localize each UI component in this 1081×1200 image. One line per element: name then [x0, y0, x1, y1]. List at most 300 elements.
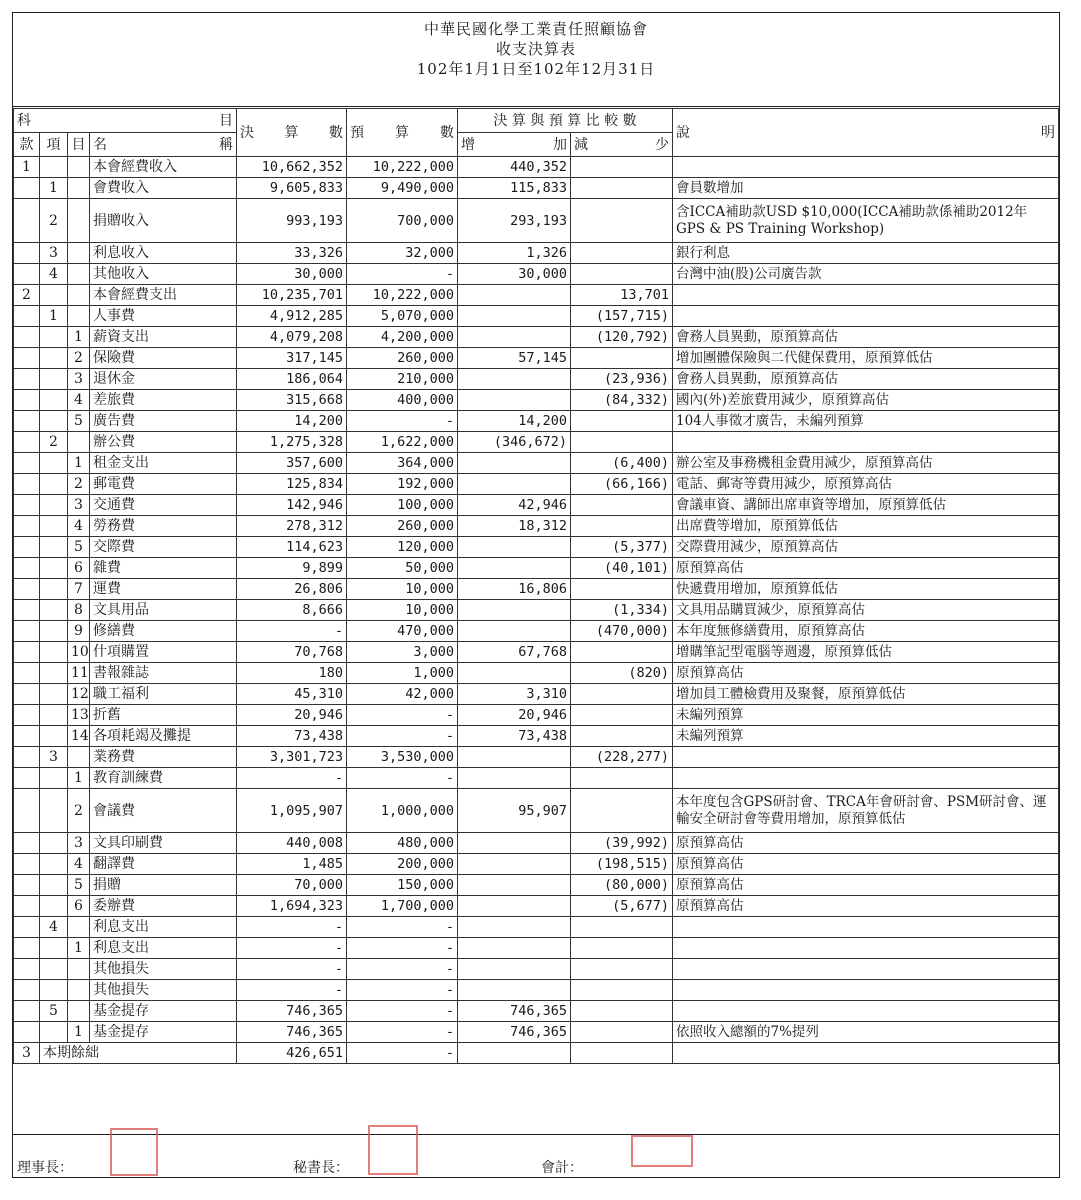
table-row — [14, 178, 1059, 199]
row-kuan — [14, 1001, 40, 1022]
row-xiang: 2 — [40, 432, 68, 453]
row-budget: 700,000 — [347, 199, 458, 243]
table-row — [14, 747, 1059, 768]
row-kuan — [14, 1022, 40, 1043]
row-increase — [458, 938, 571, 959]
row-note — [673, 917, 1059, 938]
row-decrease — [571, 684, 673, 705]
row-mu: 14 — [68, 726, 90, 747]
row-note — [673, 980, 1059, 1001]
row-note — [673, 432, 1059, 453]
row-decrease — [571, 938, 673, 959]
secretary-label: 秘書長： — [293, 1160, 349, 1176]
row-note — [673, 306, 1059, 327]
row-budget: 5,070,000 — [347, 306, 458, 327]
row-increase — [458, 327, 571, 348]
row-budget: - — [347, 705, 458, 726]
row-kuan — [14, 432, 40, 453]
row-actual: 70,768 — [237, 642, 347, 663]
row-increase — [458, 621, 571, 642]
row-increase: 18,312 — [458, 516, 571, 537]
row-actual: 1,275,328 — [237, 432, 347, 453]
chair-seal — [110, 1128, 158, 1176]
row-note: 會議車資、講師出席車資等增加，原預算低估 — [673, 495, 1059, 516]
secretary-seal — [368, 1125, 418, 1175]
row-name: 雜費 — [90, 558, 237, 579]
row-note: 原預算高估 — [673, 833, 1059, 854]
row-actual: 125,834 — [237, 474, 347, 495]
row-note: 本年度無修繕費用，原預算高估 — [673, 621, 1059, 642]
row-decrease — [571, 917, 673, 938]
org-name: 中華民國化學工業責任照顧協會 — [423, 20, 648, 38]
row-name: 教育訓練費 — [90, 768, 237, 789]
row-decrease: (23,936) — [571, 369, 673, 390]
row-mu: 2 — [68, 348, 90, 369]
row-kuan — [14, 327, 40, 348]
row-mu: 5 — [68, 875, 90, 896]
row-actual: 440,008 — [237, 833, 347, 854]
row-budget: 10,222,000 — [347, 285, 458, 306]
row-decrease: 13,701 — [571, 285, 673, 306]
header-actual: 決 算 數 — [237, 109, 347, 157]
row-decrease — [571, 959, 673, 980]
row-decrease: (470,000) — [571, 621, 673, 642]
row-mu: 13 — [68, 705, 90, 726]
row-actual: 142,946 — [237, 495, 347, 516]
table-row — [14, 896, 1059, 917]
row-xiang — [40, 495, 68, 516]
row-name: 其他損失 — [90, 980, 237, 1001]
row-xiang — [40, 726, 68, 747]
row-note: 含ICCA補助款USD $10,000(ICCA補助款係補助2012年GPS & PS Training Workshop) — [673, 199, 1059, 243]
row-kuan — [14, 684, 40, 705]
row-mu: 6 — [68, 896, 90, 917]
row-increase — [458, 453, 571, 474]
row-kuan — [14, 833, 40, 854]
statement-table — [13, 108, 1059, 1064]
row-name: 會費收入 — [90, 178, 237, 199]
row-kuan — [14, 390, 40, 411]
row-increase — [458, 537, 571, 558]
row-xiang — [40, 663, 68, 684]
table-row — [14, 642, 1059, 663]
row-name: 業務費 — [90, 747, 237, 768]
row-note: 未編列預算 — [673, 726, 1059, 747]
row-decrease: (84,332) — [571, 390, 673, 411]
row-increase — [458, 369, 571, 390]
row-increase: 67,768 — [458, 642, 571, 663]
row-kuan — [14, 621, 40, 642]
row-budget: 364,000 — [347, 453, 458, 474]
row-mu — [68, 959, 90, 980]
header-budget: 預 算 數 — [347, 109, 458, 157]
row-budget: 210,000 — [347, 369, 458, 390]
row-kuan — [14, 959, 40, 980]
row-note: 銀行利息 — [673, 243, 1059, 264]
row-mu — [68, 432, 90, 453]
row-xiang — [40, 789, 68, 833]
header-increase: 增 加 — [458, 133, 571, 157]
row-xiang — [40, 854, 68, 875]
table-row — [14, 157, 1059, 178]
row-kuan — [14, 938, 40, 959]
row-actual: 317,145 — [237, 348, 347, 369]
row-note: 辦公室及事務機租金費用減少，原預算高估 — [673, 453, 1059, 474]
accountant-label: 會計： — [541, 1160, 583, 1176]
balance-kuan: 3 — [14, 1043, 40, 1064]
table-row — [14, 432, 1059, 453]
row-xiang — [40, 348, 68, 369]
row-actual: - — [237, 938, 347, 959]
row-mu — [68, 747, 90, 768]
header-name: 名 稱 — [90, 133, 237, 157]
row-increase: 746,365 — [458, 1022, 571, 1043]
row-note: 文具用品購買減少，原預算高估 — [673, 600, 1059, 621]
row-increase — [458, 285, 571, 306]
row-decrease — [571, 642, 673, 663]
row-decrease — [571, 1001, 673, 1022]
row-kuan — [14, 663, 40, 684]
table-row — [14, 833, 1059, 854]
row-xiang — [40, 327, 68, 348]
row-increase — [458, 390, 571, 411]
row-kuan: 2 — [14, 285, 40, 306]
row-decrease — [571, 243, 673, 264]
row-note: 快遞費用增加，原預算低估 — [673, 579, 1059, 600]
row-kuan — [14, 726, 40, 747]
row-xiang — [40, 875, 68, 896]
row-budget: 1,622,000 — [347, 432, 458, 453]
row-increase — [458, 896, 571, 917]
row-mu: 3 — [68, 369, 90, 390]
row-increase: 746,365 — [458, 1001, 571, 1022]
row-kuan — [14, 768, 40, 789]
row-increase — [458, 558, 571, 579]
row-budget: 1,000,000 — [347, 789, 458, 833]
row-xiang — [40, 684, 68, 705]
row-xiang: 4 — [40, 917, 68, 938]
row-xiang: 1 — [40, 178, 68, 199]
balance-decrease — [571, 1043, 673, 1064]
row-actual: 73,438 — [237, 726, 347, 747]
row-xiang — [40, 390, 68, 411]
row-name: 本會經費收入 — [90, 157, 237, 178]
row-decrease — [571, 1022, 673, 1043]
row-xiang — [40, 516, 68, 537]
row-kuan — [14, 199, 40, 243]
row-name: 利息收入 — [90, 243, 237, 264]
row-decrease: (66,166) — [571, 474, 673, 495]
row-mu: 3 — [68, 495, 90, 516]
row-budget: - — [347, 411, 458, 432]
document-title: 收支決算表 — [495, 40, 576, 58]
row-kuan — [14, 705, 40, 726]
row-actual: 70,000 — [237, 875, 347, 896]
row-kuan — [14, 854, 40, 875]
table-row — [14, 980, 1059, 1001]
row-name: 各項耗竭及攤提 — [90, 726, 237, 747]
row-kuan — [14, 306, 40, 327]
row-mu: 3 — [68, 833, 90, 854]
row-name: 差旅費 — [90, 390, 237, 411]
row-increase: 57,145 — [458, 348, 571, 369]
row-kuan — [14, 789, 40, 833]
row-name: 文具用品 — [90, 600, 237, 621]
balance-name: 本期餘絀 — [40, 1043, 237, 1064]
row-budget: - — [347, 726, 458, 747]
table-row — [14, 789, 1059, 833]
row-decrease — [571, 495, 673, 516]
row-note: 依照收入總額的7%提列 — [673, 1022, 1059, 1043]
table-row — [14, 663, 1059, 684]
row-decrease — [571, 264, 673, 285]
row-name: 基金提存 — [90, 1022, 237, 1043]
row-xiang — [40, 558, 68, 579]
row-xiang — [40, 474, 68, 495]
table-row — [14, 600, 1059, 621]
row-mu: 1 — [68, 453, 90, 474]
row-xiang: 1 — [40, 306, 68, 327]
row-kuan — [14, 896, 40, 917]
row-actual: - — [237, 621, 347, 642]
row-name: 交際費 — [90, 537, 237, 558]
row-actual: 1,485 — [237, 854, 347, 875]
row-note: 原預算高估 — [673, 875, 1059, 896]
row-kuan — [14, 537, 40, 558]
row-name: 基金提存 — [90, 1001, 237, 1022]
balance-budget: - — [347, 1043, 458, 1064]
row-decrease — [571, 768, 673, 789]
row-name: 保險費 — [90, 348, 237, 369]
row-increase: 30,000 — [458, 264, 571, 285]
row-budget: - — [347, 917, 458, 938]
budget-statement — [12, 12, 1060, 1178]
row-mu — [68, 178, 90, 199]
row-increase: 115,833 — [458, 178, 571, 199]
row-name: 文具印刷費 — [90, 833, 237, 854]
row-name: 運費 — [90, 579, 237, 600]
balance-increase — [458, 1043, 571, 1064]
row-name: 辦公費 — [90, 432, 237, 453]
row-kuan: 1 — [14, 157, 40, 178]
table-row — [14, 938, 1059, 959]
row-mu: 2 — [68, 789, 90, 833]
table-row — [14, 327, 1059, 348]
row-actual: 1,694,323 — [237, 896, 347, 917]
row-decrease — [571, 411, 673, 432]
row-kuan — [14, 495, 40, 516]
row-budget: - — [347, 1001, 458, 1022]
row-kuan — [14, 516, 40, 537]
row-increase: 73,438 — [458, 726, 571, 747]
chair-label: 理事長： — [17, 1160, 73, 1176]
row-decrease: (157,715) — [571, 306, 673, 327]
row-actual: 10,235,701 — [237, 285, 347, 306]
row-budget: 9,490,000 — [347, 178, 458, 199]
row-actual: 9,899 — [237, 558, 347, 579]
row-budget: 10,000 — [347, 600, 458, 621]
row-budget: 260,000 — [347, 516, 458, 537]
row-actual: 9,605,833 — [237, 178, 347, 199]
header-xiang: 項 — [40, 133, 68, 157]
row-kuan — [14, 474, 40, 495]
accountant-seal — [631, 1135, 693, 1167]
row-decrease — [571, 980, 673, 1001]
row-name: 薪資支出 — [90, 327, 237, 348]
row-increase — [458, 306, 571, 327]
row-note: 出席費等增加，原預算低估 — [673, 516, 1059, 537]
row-mu: 5 — [68, 537, 90, 558]
row-actual: 20,946 — [237, 705, 347, 726]
row-mu: 7 — [68, 579, 90, 600]
row-budget: 10,222,000 — [347, 157, 458, 178]
row-xiang — [40, 1022, 68, 1043]
row-decrease: (39,992) — [571, 833, 673, 854]
row-note: 增購筆記型電腦等週邊，原預算低估 — [673, 642, 1059, 663]
row-budget: 50,000 — [347, 558, 458, 579]
row-actual: 4,912,285 — [237, 306, 347, 327]
row-decrease — [571, 579, 673, 600]
row-note: 交際費用減少，原預算高估 — [673, 537, 1059, 558]
row-note: 原預算高估 — [673, 663, 1059, 684]
table-row — [14, 579, 1059, 600]
document-header — [13, 13, 1059, 107]
row-kuan — [14, 369, 40, 390]
table-row — [14, 875, 1059, 896]
row-increase: 14,200 — [458, 411, 571, 432]
row-decrease — [571, 705, 673, 726]
row-note: 104人事徵才廣告，未編列預算 — [673, 411, 1059, 432]
row-xiang — [40, 411, 68, 432]
row-mu: 12 — [68, 684, 90, 705]
row-actual: 315,668 — [237, 390, 347, 411]
row-increase: 1,326 — [458, 243, 571, 264]
row-budget: 120,000 — [347, 537, 458, 558]
row-note — [673, 938, 1059, 959]
table-row — [14, 516, 1059, 537]
row-increase — [458, 600, 571, 621]
header-kuan: 款 — [14, 133, 40, 157]
row-mu: 6 — [68, 558, 90, 579]
row-kuan — [14, 178, 40, 199]
table-row — [14, 1022, 1059, 1043]
balance-row — [14, 1043, 1059, 1064]
table-row — [14, 705, 1059, 726]
row-increase: 42,946 — [458, 495, 571, 516]
balance-actual: 426,651 — [237, 1043, 347, 1064]
row-budget: 150,000 — [347, 875, 458, 896]
row-note: 台灣中油(股)公司廣告款 — [673, 264, 1059, 285]
row-kuan — [14, 558, 40, 579]
row-increase — [458, 768, 571, 789]
row-mu: 10 — [68, 642, 90, 663]
row-decrease: (228,277) — [571, 747, 673, 768]
row-kuan — [14, 453, 40, 474]
row-mu: 9 — [68, 621, 90, 642]
row-decrease: (6,400) — [571, 453, 673, 474]
row-budget: 480,000 — [347, 833, 458, 854]
row-actual: 14,200 — [237, 411, 347, 432]
row-budget: 3,000 — [347, 642, 458, 663]
row-actual: 186,064 — [237, 369, 347, 390]
row-increase: 293,193 — [458, 199, 571, 243]
row-note — [673, 747, 1059, 768]
row-xiang — [40, 768, 68, 789]
row-decrease: (40,101) — [571, 558, 673, 579]
row-budget: 260,000 — [347, 348, 458, 369]
row-actual: 26,806 — [237, 579, 347, 600]
row-name: 折舊 — [90, 705, 237, 726]
row-note: 電話、郵寄等費用減少，原預算高估 — [673, 474, 1059, 495]
table-row — [14, 768, 1059, 789]
row-kuan — [14, 579, 40, 600]
table-row — [14, 369, 1059, 390]
row-actual: - — [237, 768, 347, 789]
row-decrease: (198,515) — [571, 854, 673, 875]
row-actual: 114,623 — [237, 537, 347, 558]
table-row — [14, 306, 1059, 327]
row-mu — [68, 980, 90, 1001]
row-name: 退休金 — [90, 369, 237, 390]
row-xiang — [40, 537, 68, 558]
table-row — [14, 411, 1059, 432]
row-note: 本年度包含GPS研討會、TRCA年會研討會、PSM研討會、運輸安全研討會等費用增加，原預算低估 — [673, 789, 1059, 833]
row-decrease — [571, 432, 673, 453]
row-kuan — [14, 875, 40, 896]
row-xiang — [40, 980, 68, 1001]
row-kuan — [14, 243, 40, 264]
table-row — [14, 726, 1059, 747]
table-row — [14, 684, 1059, 705]
table-row — [14, 348, 1059, 369]
row-xiang — [40, 959, 68, 980]
row-decrease — [571, 178, 673, 199]
row-name: 利息支出 — [90, 938, 237, 959]
row-budget: 200,000 — [347, 854, 458, 875]
row-xiang — [40, 621, 68, 642]
row-name: 其他收入 — [90, 264, 237, 285]
row-name: 交通費 — [90, 495, 237, 516]
row-actual: - — [237, 917, 347, 938]
header-mu: 目 — [68, 133, 90, 157]
header-decrease: 減 少 — [571, 133, 673, 157]
row-name: 勞務費 — [90, 516, 237, 537]
row-decrease: (5,377) — [571, 537, 673, 558]
row-kuan — [14, 980, 40, 1001]
row-increase — [458, 663, 571, 684]
table-row — [14, 854, 1059, 875]
row-xiang — [40, 285, 68, 306]
row-note: 會務人員異動，原預算高估 — [673, 327, 1059, 348]
row-kuan — [14, 411, 40, 432]
row-increase — [458, 474, 571, 495]
header-ke-mu: 科 目 — [14, 109, 237, 133]
header-compare: 決 算 與 預 算 比 較 數 — [458, 109, 673, 133]
row-xiang — [40, 369, 68, 390]
row-name: 修繕費 — [90, 621, 237, 642]
row-note — [673, 959, 1059, 980]
row-budget: 400,000 — [347, 390, 458, 411]
balance-note — [673, 1043, 1059, 1064]
row-kuan — [14, 348, 40, 369]
row-xiang: 3 — [40, 747, 68, 768]
row-increase — [458, 854, 571, 875]
table-row — [14, 495, 1059, 516]
document-period: 102年1月1日至102年12月31日 — [416, 60, 656, 78]
row-budget: - — [347, 1022, 458, 1043]
row-mu: 4 — [68, 390, 90, 411]
row-mu — [68, 306, 90, 327]
